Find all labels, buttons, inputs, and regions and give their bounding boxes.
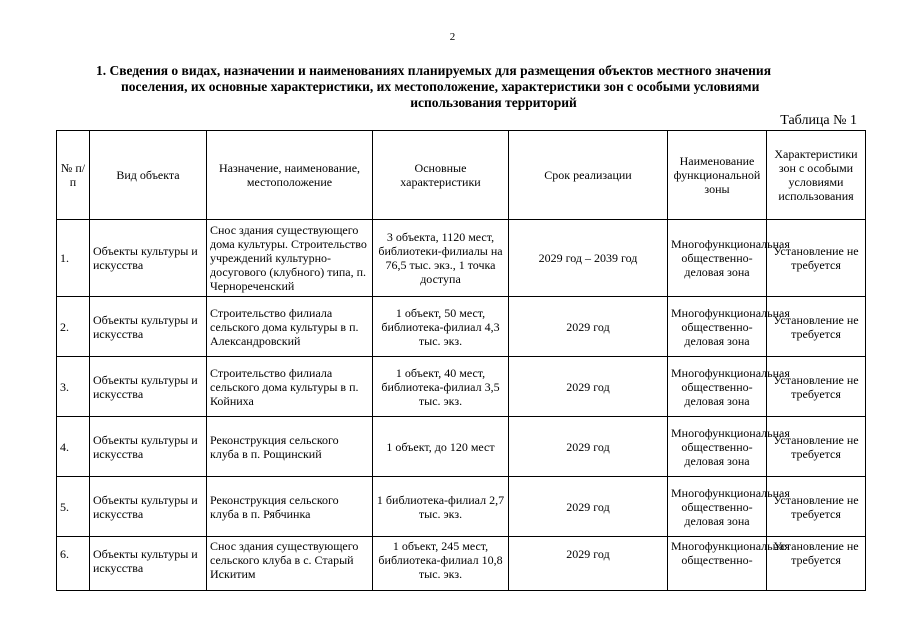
cell-term: 2029 год [509, 297, 668, 357]
cell-characteristics: 1 объект, 40 мест, библиотека-филиал 3,5 тыс. экз. [373, 357, 509, 417]
cell-number: 3. [57, 357, 90, 417]
cell-purpose: Реконструкция сельского клуба в п. Рощинский [207, 417, 373, 477]
cell-zone: Многофункциональная общественно- [668, 537, 767, 591]
table-row [57, 357, 866, 417]
cell-restrictions: Установление не требуется [767, 537, 866, 591]
cell-purpose: Снос здания существующего сельского клуба в с. Старый Искитим [207, 537, 373, 591]
header-zone: Наименование функциональной зоны [668, 131, 767, 220]
cell-object-kind: Объекты культуры и искусства [90, 477, 207, 537]
cell-object-kind: Объекты культуры и искусства [90, 357, 207, 417]
header-characteristics: Основные характеристики [373, 131, 509, 220]
cell-purpose: Строительство филиала сельского дома культуры в п. Койниха [207, 357, 373, 417]
cell-term: 2029 год [509, 357, 668, 417]
cell-zone: Многофункциональная общественно-деловая зона [668, 220, 767, 297]
table-row [57, 537, 866, 591]
cell-number: 5. [57, 477, 90, 537]
cell-characteristics: 1 библиотека-филиал 2,7 тыс. экз. [373, 477, 509, 537]
cell-zone: Многофункциональная общественно-деловая зона [668, 297, 767, 357]
planned-objects-table [56, 130, 866, 591]
header-object-kind: Вид объекта [90, 131, 207, 220]
cell-object-kind: Объекты культуры и искусства [90, 537, 207, 591]
cell-purpose: Реконструкция сельского клуба в п. Рябчинка [207, 477, 373, 537]
table-row [57, 297, 866, 357]
header-term: Срок реализации [509, 131, 668, 220]
cell-characteristics: 1 объект, 50 мест, библиотека-филиал 4,3 тыс. экз. [373, 297, 509, 357]
table-row [57, 220, 866, 297]
table-row [57, 477, 866, 537]
cell-purpose: Строительство филиала сельского дома культуры в п. Александровский [207, 297, 373, 357]
cell-restrictions: Установление не требуется [767, 297, 866, 357]
table-row [57, 417, 866, 477]
cell-term: 2029 год – 2039 год [509, 220, 668, 297]
cell-number: 1. [57, 220, 90, 297]
page-number: 2 [449, 31, 456, 43]
cell-restrictions: Установление не требуется [767, 477, 866, 537]
cell-restrictions: Установление не требуется [767, 417, 866, 477]
header-purpose: Назначение, наименование, местоположение [207, 131, 373, 220]
cell-term: 2029 год [509, 477, 668, 537]
section-heading [96, 63, 866, 111]
cell-characteristics: 1 объект, до 120 мест [373, 417, 509, 477]
header-number: № п/п [57, 131, 90, 220]
cell-object-kind: Объекты культуры и искусства [90, 417, 207, 477]
section-heading-line-3: использования территорий [410, 95, 577, 110]
cell-number: 2. [57, 297, 90, 357]
cell-object-kind: Объекты культуры и искусства [90, 220, 207, 297]
table-caption: Таблица № 1 [780, 113, 857, 128]
cell-term: 2029 год [509, 537, 668, 591]
section-heading-line-1: 1. Сведения о видах, назначении и наименованиях планируемых для размещения объектов местного значения [96, 63, 772, 78]
cell-characteristics: 3 объекта, 1120 мест, библиотеки-филиалы на 76,5 тыс. экз., 1 точка доступа [373, 220, 509, 297]
cell-number: 4. [57, 417, 90, 477]
cell-restrictions: Установление не требуется [767, 357, 866, 417]
table-header-row [57, 131, 866, 220]
cell-zone: Многофункциональная общественно-деловая зона [668, 477, 767, 537]
cell-restrictions: Установление не требуется [767, 220, 866, 297]
header-restrictions: Характеристики зон с особыми условиями использования [767, 131, 866, 220]
cell-characteristics: 1 объект, 245 мест, библиотека-филиал 10,8 тыс. экз. [373, 537, 509, 591]
cell-purpose: Снос здания существующего дома культуры. Строительство учреждений культурно-досугового (клубного) типа, п. Чернореченский [207, 220, 373, 297]
cell-zone: Многофункциональная общественно-деловая зона [668, 357, 767, 417]
cell-zone: Многофункциональная общественно-деловая зона [668, 417, 767, 477]
cell-number: 6. [57, 537, 90, 591]
cell-term: 2029 год [509, 417, 668, 477]
section-heading-line-2: поселения, их основные характеристики, их местоположение, характеристики зон с особыми условиями [121, 79, 760, 94]
cell-object-kind: Объекты культуры и искусства [90, 297, 207, 357]
